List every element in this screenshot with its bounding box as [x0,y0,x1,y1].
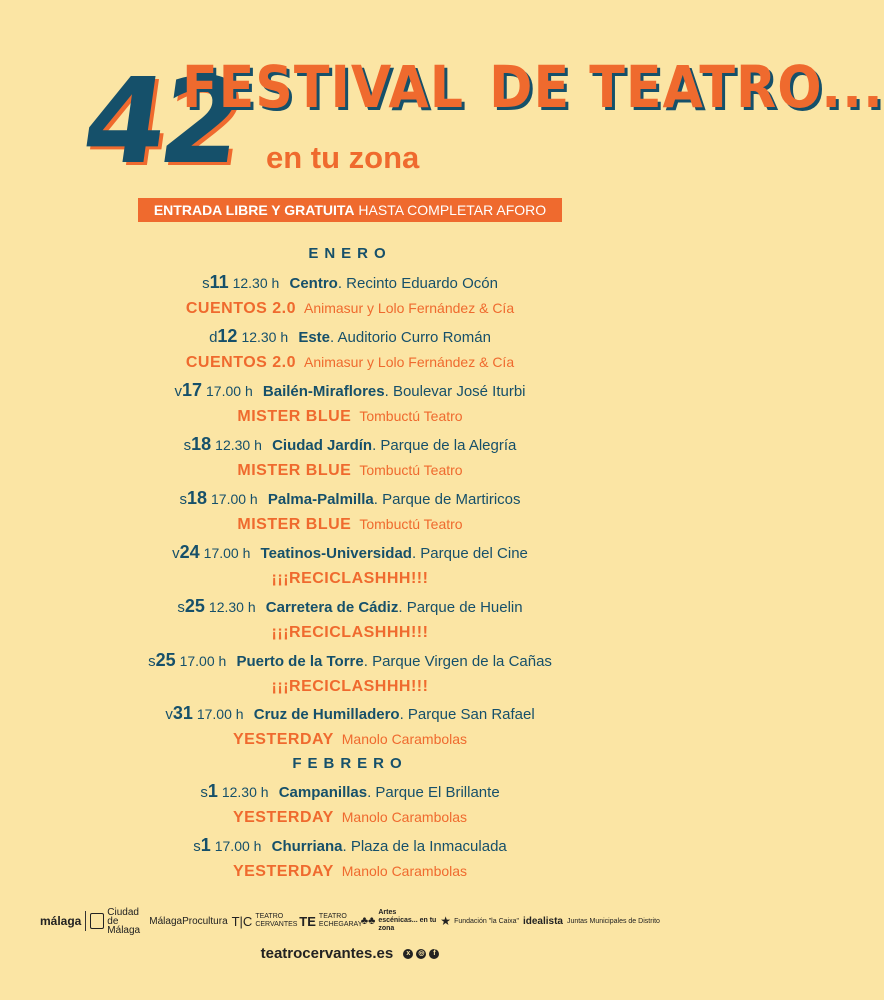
event-day-number: 12 [217,326,238,346]
event-item [0,542,700,590]
event-day-number: 11 [209,272,229,292]
event-day [209,326,238,346]
month-header-enero: ENERO [308,245,392,262]
logo-divider [85,911,86,931]
x-icon[interactable]: x [403,949,413,959]
instagram-icon[interactable]: ◎ [418,950,425,958]
fundacion-la-caixa-logo: ★ Fundación "la Caixa" [440,914,519,928]
event-day-letter: s [193,838,201,855]
event-item [0,434,700,482]
event-item [0,596,700,644]
event-show-title: YESTERDAY [232,731,334,748]
event-time: 17.00 h [211,491,258,507]
event-company: Animasur y Lolo Fernández & Cía [304,354,515,370]
event-item [0,272,700,320]
event-company: Manolo Carambolas [341,809,468,825]
event-item [0,380,700,428]
event-venue: . Parque de Martiricos [373,491,521,508]
event-day [183,434,212,454]
event-venue: . Parque de Huelin [398,599,523,616]
event-district: Bailén-Miraflores [262,383,385,400]
event-show-title: ¡¡¡RECICLASHHH!!! [271,678,429,695]
title-word-festival: FESTIVAL [182,53,464,121]
event-venue: . Plaza de la Inmaculada [342,838,507,855]
event-day-number: 1 [207,781,218,801]
event-details [0,650,700,672]
event-show-line [0,297,700,320]
event-company: Manolo Carambolas [341,731,468,747]
malaga-procultura-logo: MálagaProcultura [149,915,228,927]
event-day-number: 18 [186,488,207,508]
event-day [193,835,211,855]
event-venue: . Auditorio Curro Román [330,329,491,346]
event-venue: . Recinto Eduardo Ocón [337,275,498,292]
event-show-title: YESTERDAY [232,863,334,880]
event-time: 12.30 h [215,437,262,453]
idealista-logo: idealista [522,915,563,927]
event-item [0,326,700,374]
juntas-municipales-logo: Juntas Municipales de Distrito [566,917,660,925]
event-venue: . Parque San Rafael [399,706,535,723]
event-item [0,703,700,751]
event-district: Ciudad Jardín [272,437,373,454]
event-item [0,835,700,883]
event-day-letter: d [209,329,218,346]
event-details [0,835,700,857]
event-day-letter: s [183,437,192,454]
event-day-number: 18 [191,434,212,454]
event-time: 17.00 h [203,545,251,561]
event-show-title: CUENTOS 2.0 [185,354,296,371]
event-day-letter: v [174,383,182,400]
event-details [0,326,700,348]
event-company: Tombuctú Teatro [359,516,463,532]
event-details [0,434,700,456]
event-show-title: MISTER BLUE [237,516,352,533]
teatro-cervantes-logo: T|C TEATRO CERVANTES [231,913,298,929]
event-show-title: MISTER BLUE [237,408,352,425]
event-details [0,596,700,618]
event-time: 12.30 h [232,275,280,291]
event-day [179,488,207,508]
event-day-number: 24 [179,542,200,562]
event-district: Campanillas [278,784,368,801]
event-details [0,488,700,510]
event-district: Teatinos-Universidad [260,545,412,562]
event-item [0,650,700,698]
event-day-number: 1 [200,835,211,855]
event-details [0,703,700,725]
event-company: Tombuctú Teatro [359,408,463,424]
event-district: Palma-Palmilla [267,491,374,508]
malaga-logo: málaga [40,914,82,928]
title-word-de: DE [489,53,571,121]
event-district: Cruz de Humilladero [253,706,400,723]
event-company: Manolo Carambolas [341,863,468,879]
event-day-letter: v [165,706,173,723]
event-day-letter: v [172,545,180,562]
event-time: 12.30 h [221,784,269,800]
title-word-teatro: TEATRO... [589,53,884,121]
event-show-title: CUENTOS 2.0 [185,300,296,317]
teatro-echegaray-logo: TE TEATRO ECHEGARAY [299,913,363,929]
event-district: Puerto de la Torre [236,653,364,670]
event-show-line [0,728,700,751]
event-show-line [0,405,700,428]
event-company: Animasur y Lolo Fernández & Cía [304,300,515,316]
event-day-number: 17 [181,380,203,400]
event-district: Este [298,329,331,346]
event-day-number: 31 [172,703,193,723]
month-header-febrero: FEBRERO [292,755,408,772]
event-day-letter: s [148,653,156,670]
event-day-number: 25 [155,650,176,670]
event-day [200,781,218,801]
festival-title [182,52,884,132]
event-time: 12.30 h [208,599,256,615]
free-entry-banner [138,198,562,222]
event-show-line [0,567,700,590]
event-day [177,596,205,616]
event-venue: . Parque Virgen de la Cañas [363,653,552,670]
subtitle: en tu zona [266,140,420,175]
event-day [165,703,193,723]
event-day-letter: s [202,275,210,292]
event-details [0,542,700,564]
website-footer [0,945,700,962]
event-day [174,380,203,400]
event-time: 17.00 h [206,383,253,399]
event-day-letter: s [200,784,208,801]
event-district: Churriana [271,838,343,855]
event-item [0,781,700,829]
event-show-title: MISTER BLUE [237,462,352,479]
event-day-letter: s [179,491,187,508]
event-details [0,272,700,294]
event-show-title: ¡¡¡RECICLASHHH!!! [271,624,429,641]
event-district: Centro [289,275,338,292]
event-show-line [0,621,700,644]
event-details [0,781,700,803]
event-show-title: YESTERDAY [232,809,334,826]
event-venue: . Parque El Brillante [367,784,500,801]
event-show-title: ¡¡¡RECICLASHHH!!! [271,570,429,587]
event-district: Carretera de Cádiz [265,599,399,616]
artes-escenicas-logo: ♣♣ Artes escénicas... en tu zona [360,909,437,932]
event-venue: . Parque del Cine [411,545,528,562]
event-details [0,380,700,402]
event-day [148,650,176,670]
event-show-line [0,860,700,883]
banner-bold-text: ENTRADA LIBRE Y GRATUITA [153,202,355,218]
event-show-line [0,351,700,374]
event-day-letter: s [177,599,185,616]
banner-rest-text: HASTA COMPLETAR AFORO [358,202,547,218]
social-icons [403,949,439,959]
ciudad-de-malaga-logo: Ciudad de Málaga [90,908,145,935]
event-venue: . Parque de la Alegría [372,437,517,454]
event-venue: . Boulevar José Iturbi [384,383,526,400]
event-show-line [0,806,700,829]
event-show-line [0,459,700,482]
facebook-icon[interactable]: f [429,949,439,959]
event-day [172,542,200,562]
event-time: 12.30 h [241,329,289,345]
event-company: Tombuctú Teatro [359,462,463,478]
sponsor-logos [40,908,660,934]
event-day-number: 25 [184,596,205,616]
shield-icon [90,913,104,929]
event-time: 17.00 h [179,653,227,669]
event-day [202,272,229,292]
event-time: 17.00 h [196,706,244,722]
event-show-line [0,675,700,698]
event-show-line [0,513,700,536]
edition-number: 42 [75,52,247,190]
event-time: 17.00 h [214,838,262,854]
website-link[interactable]: teatrocervantes.es [260,945,394,962]
event-item [0,488,700,536]
